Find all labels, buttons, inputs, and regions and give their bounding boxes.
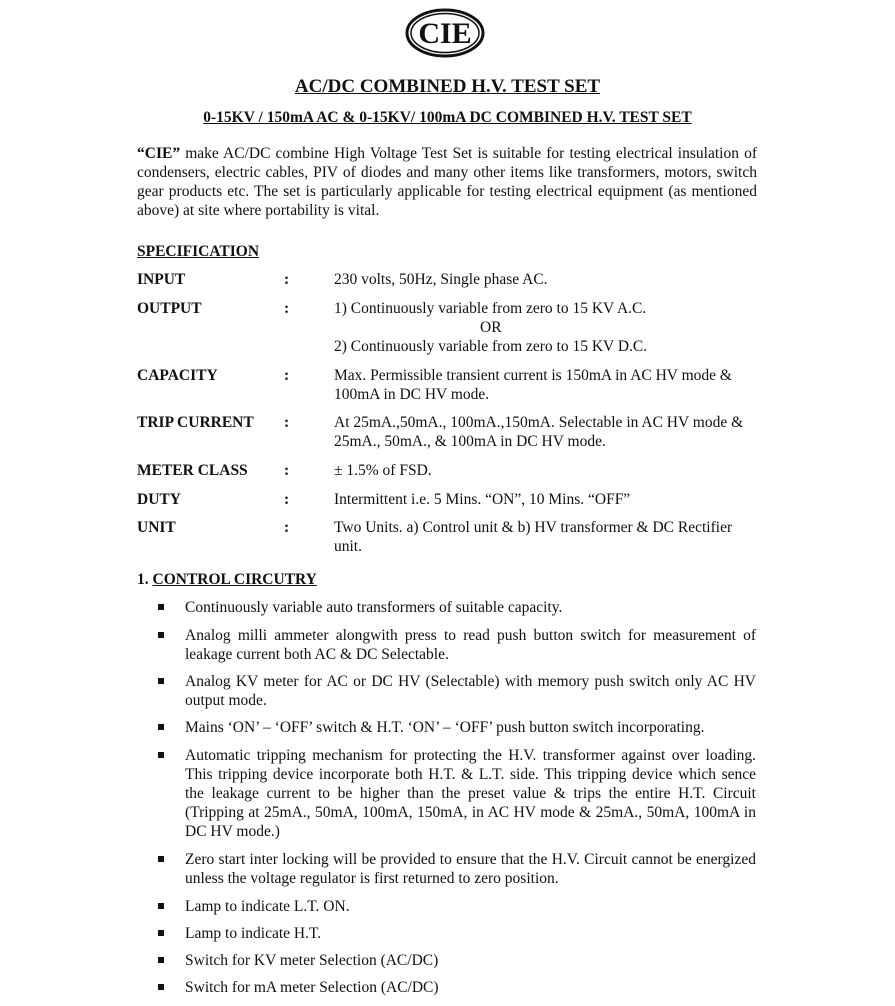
spec-label: METER CLASS: [137, 462, 248, 479]
spec-label: CAPACITY: [137, 367, 218, 384]
output-option-2: 2) Continuously variable from zero to 15 KV D.C.: [334, 338, 648, 355]
specification-heading: SPECIFICATION: [137, 243, 260, 260]
spec-value: ± 1.5% of FSD.: [334, 462, 432, 479]
spec-label: UNIT: [137, 519, 176, 536]
bullet-icon: [158, 678, 164, 684]
spec-value: Two Units. a) Control unit & b) HV transformer & DC Rectifier unit.: [334, 519, 733, 555]
output-option-1: 1) Continuously variable from zero to 15 KV A.C.: [334, 300, 647, 317]
spec-label: DUTY: [137, 491, 181, 508]
spec-colon: :: [284, 519, 290, 536]
bullet-icon: [158, 724, 164, 730]
spec-colon: :: [284, 414, 290, 431]
document-subtitle: 0-15KV / 150mA AC & 0-15KV/ 100mA DC COMBINED H.V. TEST SET: [203, 109, 692, 126]
bullet-icon: [158, 957, 164, 963]
list-item-text: Automatic tripping mechanism for protecting the H.V. transformer against over loading. This tripping device incorporate both H.T. & L.T. side. This tripping device which sence the leakage current to be higher than the preset value & trips the entire H.T. Circuit (Tripping at 25mA., 50mA, 100mA, 150mA, in AC HV mode & 25mA., 50mA, 100mA in DC HV mode.): [185, 747, 756, 840]
list-item-text: Lamp to indicate H.T.: [185, 925, 322, 942]
section-number: 1.: [137, 571, 153, 588]
spec-value: 230 volts, 50Hz, Single phase AC.: [334, 271, 548, 288]
spec-colon: :: [284, 300, 290, 317]
bullet-icon: [158, 930, 164, 936]
spec-value: [334, 299, 757, 356]
spec-value: Max. Permissible transient current is 150mA in AC HV mode & 100mA in DC HV mode.: [334, 367, 732, 403]
intro-text: make AC/DC combine High Voltage Test Set is suitable for testing electrical insulation of condensers, electric cables, PIV of diodes and many other items like transformers, motors, switch gear products etc. The set is particularly applicable for testing electrical equipment (as mentioned above) at site where portability is vital.: [137, 145, 757, 219]
list-item-text: Analog milli ammeter alongwith press to read push button switch for measurement of leakage current both AC & DC Selectable.: [185, 627, 756, 663]
list-item-text: Analog KV meter for AC or DC HV (Selectable) with memory push switch only AC HV output mode.: [185, 673, 756, 709]
list-item-text: Continuously variable auto transformers of suitable capacity.: [185, 599, 563, 616]
bullet-icon: [158, 984, 164, 990]
list-item-text: Switch for KV meter Selection (AC/DC): [185, 952, 439, 969]
spec-label: OUTPUT: [137, 300, 202, 317]
spec-label: TRIP CURRENT: [137, 414, 254, 431]
bullet-icon: [158, 856, 164, 862]
output-or: OR: [480, 319, 502, 336]
spec-colon: :: [284, 462, 290, 479]
spec-colon: :: [284, 367, 290, 384]
cie-logo: [405, 8, 485, 58]
svg-text:CIE: CIE: [418, 17, 472, 50]
spec-value: At 25mA.,50mA., 100mA.,150mA. Selectable in AC HV mode & 25mA., 50mA., & 100mA in DC HV mode.: [334, 414, 744, 450]
list-item-text: Switch for mA meter Selection (AC/DC): [185, 979, 439, 996]
bullet-icon: [158, 752, 164, 758]
intro-paragraph: [137, 144, 757, 220]
list-item-text: Zero start inter locking will be provided to ensure that the H.V. Circuit cannot be energized unless the voltage regulator is first returned to zero position.: [185, 851, 756, 887]
bullet-icon: [158, 604, 164, 610]
control-circuitry-heading: [137, 570, 317, 590]
list-item-text: Mains ‘ON’ – ‘OFF’ switch & H.T. ‘ON’ – ‘OFF’ push button switch incorporating.: [185, 719, 705, 736]
document-title: AC/DC COMBINED H.V. TEST SET: [294, 76, 601, 97]
bullet-icon: [158, 903, 164, 909]
bullet-icon: [158, 632, 164, 638]
spec-colon: :: [284, 271, 290, 288]
brand-name: “CIE”: [137, 145, 181, 162]
spec-value: Intermittent i.e. 5 Mins. “ON”, 10 Mins. “OFF”: [334, 491, 631, 508]
spec-colon: :: [284, 491, 290, 508]
list-item-text: Lamp to indicate L.T. ON.: [185, 898, 350, 915]
section-title: CONTROL CIRCUTRY: [152, 571, 317, 588]
spec-label: INPUT: [137, 271, 186, 288]
